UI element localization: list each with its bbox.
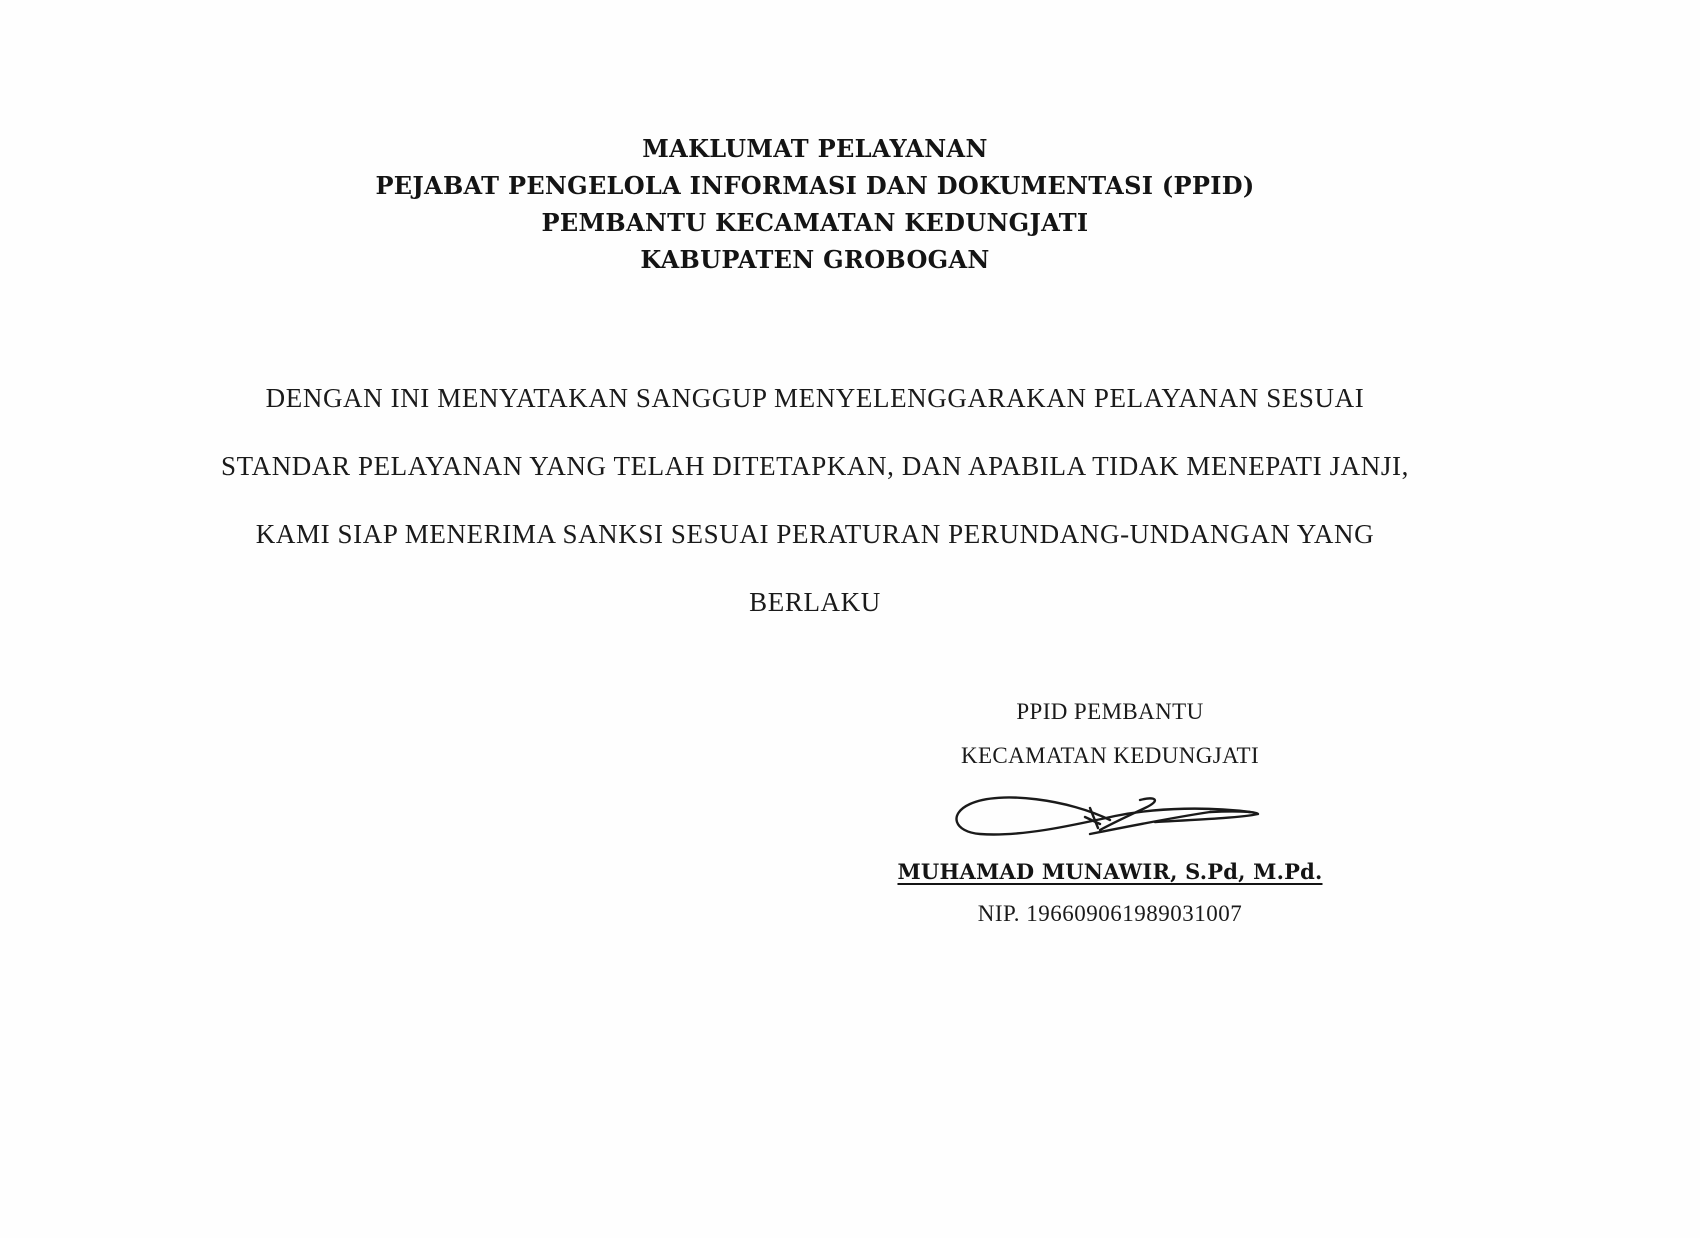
signatory-position: PPID PEMBANTU [1016,699,1204,724]
header-regency: KABUPATEN GROBOGAN [640,245,990,274]
signatory-office: KECAMATAN KEDUNGJATI [960,743,1260,768]
statement-line: DENGAN INI MENYATAKAN SANGGUP MENYELENGGARAKAN PELAYANAN SESUAI [265,383,1365,413]
statement-line: BERLAKU [749,587,881,617]
header-unit: PEMBANTU KECAMATAN KEDUNGJATI [541,208,1089,237]
statement-line: KAMI SIAP MENERIMA SANKSI SESUAI PERATURAN PERUNDANG-UNDANGAN YANG [255,519,1375,549]
service-statement [0,364,1630,636]
handwritten-signature-icon [940,782,1280,852]
document-header [0,130,1630,278]
signature-block [880,690,1340,936]
header-agency: PEJABAT PENGELOLA INFORMASI DAN DOKUMENTASI (PPID) [375,171,1255,200]
statement-line: STANDAR PELAYANAN YANG TELAH DITETAPKAN, DAN APABILA TIDAK MENEPATI JANJI, [221,451,1409,481]
signatory-name: MUHAMAD MUNAWIR, S.Pd, M.Pd. [897,859,1323,884]
header-title: MAKLUMAT PELAYANAN [642,134,988,163]
signatory-nip: NIP. 196609061989031007 [977,901,1243,926]
